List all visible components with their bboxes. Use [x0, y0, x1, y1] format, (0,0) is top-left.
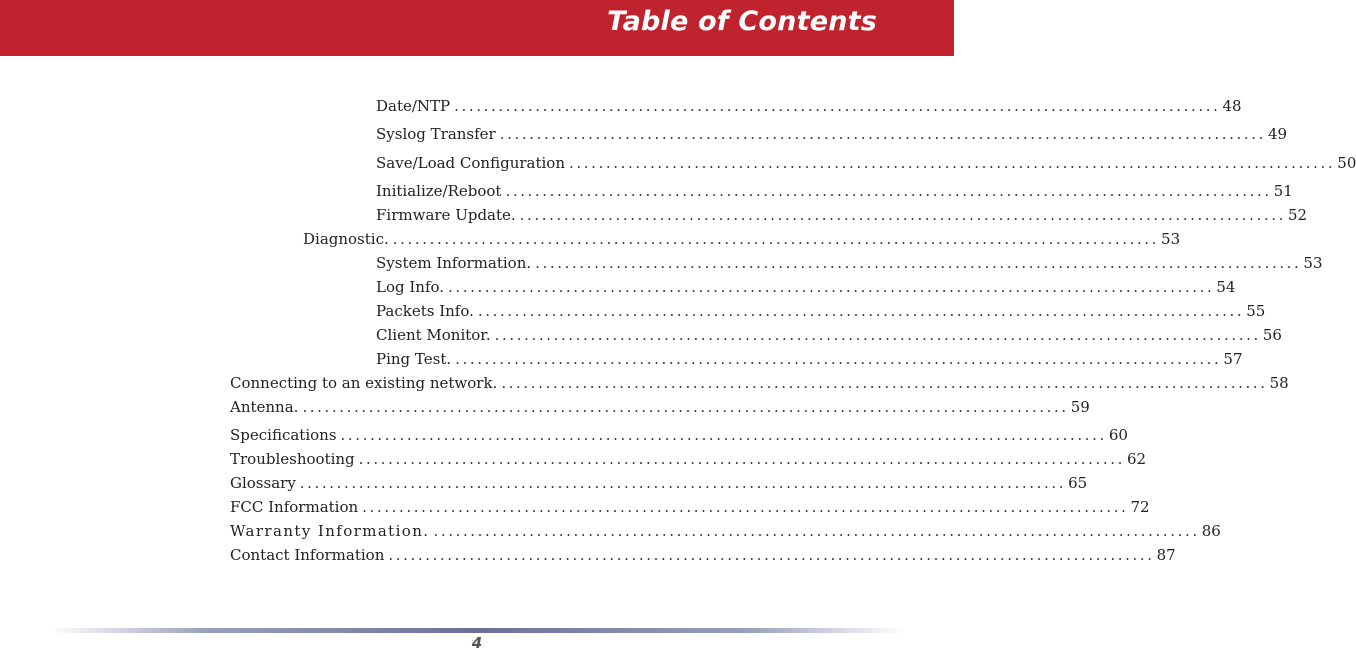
toc-entry-page: 87 — [1156, 546, 1176, 564]
toc-leader-dots: ........................................................................................................ — [454, 97, 1221, 115]
toc-entry-fcc-information[interactable] — [230, 496, 1150, 518]
toc-leader-dots: ........................................................................................................ — [519, 206, 1286, 224]
toc-entry-page: 62 — [1126, 450, 1147, 468]
toc-entry-initialize-reboot[interactable] — [376, 180, 1293, 202]
toc-entry-label: Contact Information — [230, 546, 385, 564]
toc-entry-label: Firmware Update. — [376, 206, 516, 224]
toc-entry-syslog-transfer[interactable] — [376, 123, 1288, 145]
toc-entry-label: Syslog Transfer — [376, 125, 496, 143]
toc-leader-dots: ........................................................................................................ — [340, 426, 1107, 444]
toc-leader-dots: ........................................................................................................ — [299, 474, 1067, 492]
toc-entry-glossary[interactable] — [230, 472, 1088, 494]
toc-leader-dots: ........................................................................................................ — [477, 302, 1245, 320]
toc-leader-dots: ........................................................................................................ — [433, 522, 1200, 540]
toc-entry-label: FCC Information — [230, 498, 359, 516]
toc-entry-label: Specifications — [230, 426, 337, 444]
toc-entry-page: 55 — [1246, 302, 1266, 320]
toc-entry-page: 49 — [1268, 125, 1288, 143]
toc-entry-label: Save/Load Configuration — [376, 154, 565, 172]
footer-divider — [50, 628, 904, 633]
toc-entry-page: 53 — [1303, 254, 1323, 272]
toc-leader-dots: ........................................................................................................ — [494, 326, 1261, 344]
toc-leader-dots: ........................................................................................................ — [302, 398, 1069, 416]
toc-entry-troubleshooting[interactable] — [230, 448, 1147, 470]
toc-leader-dots: ........................................................................................................ — [569, 154, 1336, 172]
toc-entry-label: Initialize/Reboot — [376, 182, 502, 200]
header-bar — [0, 0, 954, 56]
toc-leader-dots: ........................................................................................................ — [358, 450, 1125, 468]
toc-entry-page: 58 — [1269, 374, 1289, 392]
toc-entry-ping-test[interactable] — [376, 348, 1243, 370]
toc-entry-label: Antenna. — [230, 398, 299, 416]
toc-entry-page: 65 — [1068, 474, 1088, 492]
toc-entry-connecting-existing-network[interactable] — [230, 372, 1289, 394]
toc-entry-contact-information[interactable] — [230, 544, 1176, 566]
toc-entry-page: 54 — [1216, 278, 1236, 296]
toc-leader-dots: ........................................................................................................ — [388, 546, 1155, 564]
toc-entry-warranty-information[interactable] — [230, 520, 1221, 542]
toc-entry-specifications[interactable] — [230, 424, 1128, 446]
toc-leader-dots: ........................................................................................................ — [392, 230, 1160, 248]
toc-entry-label: Glossary — [230, 474, 296, 492]
toc-entry-page: 72 — [1130, 498, 1150, 516]
toc-entry-label: Ping Test. — [376, 350, 452, 368]
toc-entry-antenna[interactable] — [230, 396, 1090, 418]
toc-leader-dots: ........................................................................................................ — [455, 350, 1222, 368]
toc-entry-client-monitor[interactable] — [376, 324, 1282, 346]
toc-entry-firmware-update[interactable] — [376, 204, 1308, 226]
toc-entry-date-ntp[interactable] — [376, 95, 1242, 117]
toc-entry-page: 53 — [1161, 230, 1181, 248]
toc-leader-dots: ........................................................................................................ — [505, 182, 1272, 200]
toc-entry-page: 51 — [1273, 182, 1293, 200]
toc-entry-label: Date/NTP — [376, 97, 451, 115]
toc-entry-packets-info[interactable] — [376, 300, 1266, 322]
toc-entry-page: 59 — [1070, 398, 1090, 416]
toc-entry-page: 86 — [1201, 522, 1221, 540]
toc-entry-system-information[interactable] — [376, 252, 1323, 274]
toc-leader-dots: ........................................................................................................ — [362, 498, 1129, 516]
toc-leader-dots: ........................................................................................................ — [535, 254, 1302, 272]
page-number: 4 — [471, 634, 483, 652]
toc-entry-page: 50 — [1337, 154, 1356, 172]
page-title: Table of Contents — [607, 6, 877, 37]
toc-entry-page: 60 — [1108, 426, 1128, 444]
toc-entry-page: 57 — [1223, 350, 1243, 368]
toc-entry-label: Connecting to an existing network. — [230, 374, 498, 392]
toc-entry-label: System Information. — [376, 254, 532, 272]
toc-leader-dots: ........................................................................................................ — [501, 374, 1268, 392]
toc-entry-log-info[interactable] — [376, 276, 1236, 298]
toc-entry-label: Log Info. — [376, 278, 445, 296]
toc-entry-label: Warranty Information. — [230, 522, 430, 540]
toc-entry-page: 56 — [1262, 326, 1282, 344]
toc-entry-label: Troubleshooting — [230, 450, 355, 468]
toc-entry-diagnostic[interactable] — [303, 228, 1181, 250]
toc-leader-dots: ........................................................................................................ — [499, 125, 1267, 143]
toc-entry-save-load-configuration[interactable] — [376, 152, 1356, 174]
toc-entry-page: 52 — [1287, 206, 1308, 224]
toc-entry-label: Diagnostic. — [303, 230, 389, 248]
toc-entry-label: Packets Info. — [376, 302, 474, 320]
toc-entry-label: Client Monitor. — [376, 326, 491, 344]
toc-entry-page: 48 — [1222, 97, 1242, 115]
toc-leader-dots: ........................................................................................................ — [448, 278, 1215, 296]
